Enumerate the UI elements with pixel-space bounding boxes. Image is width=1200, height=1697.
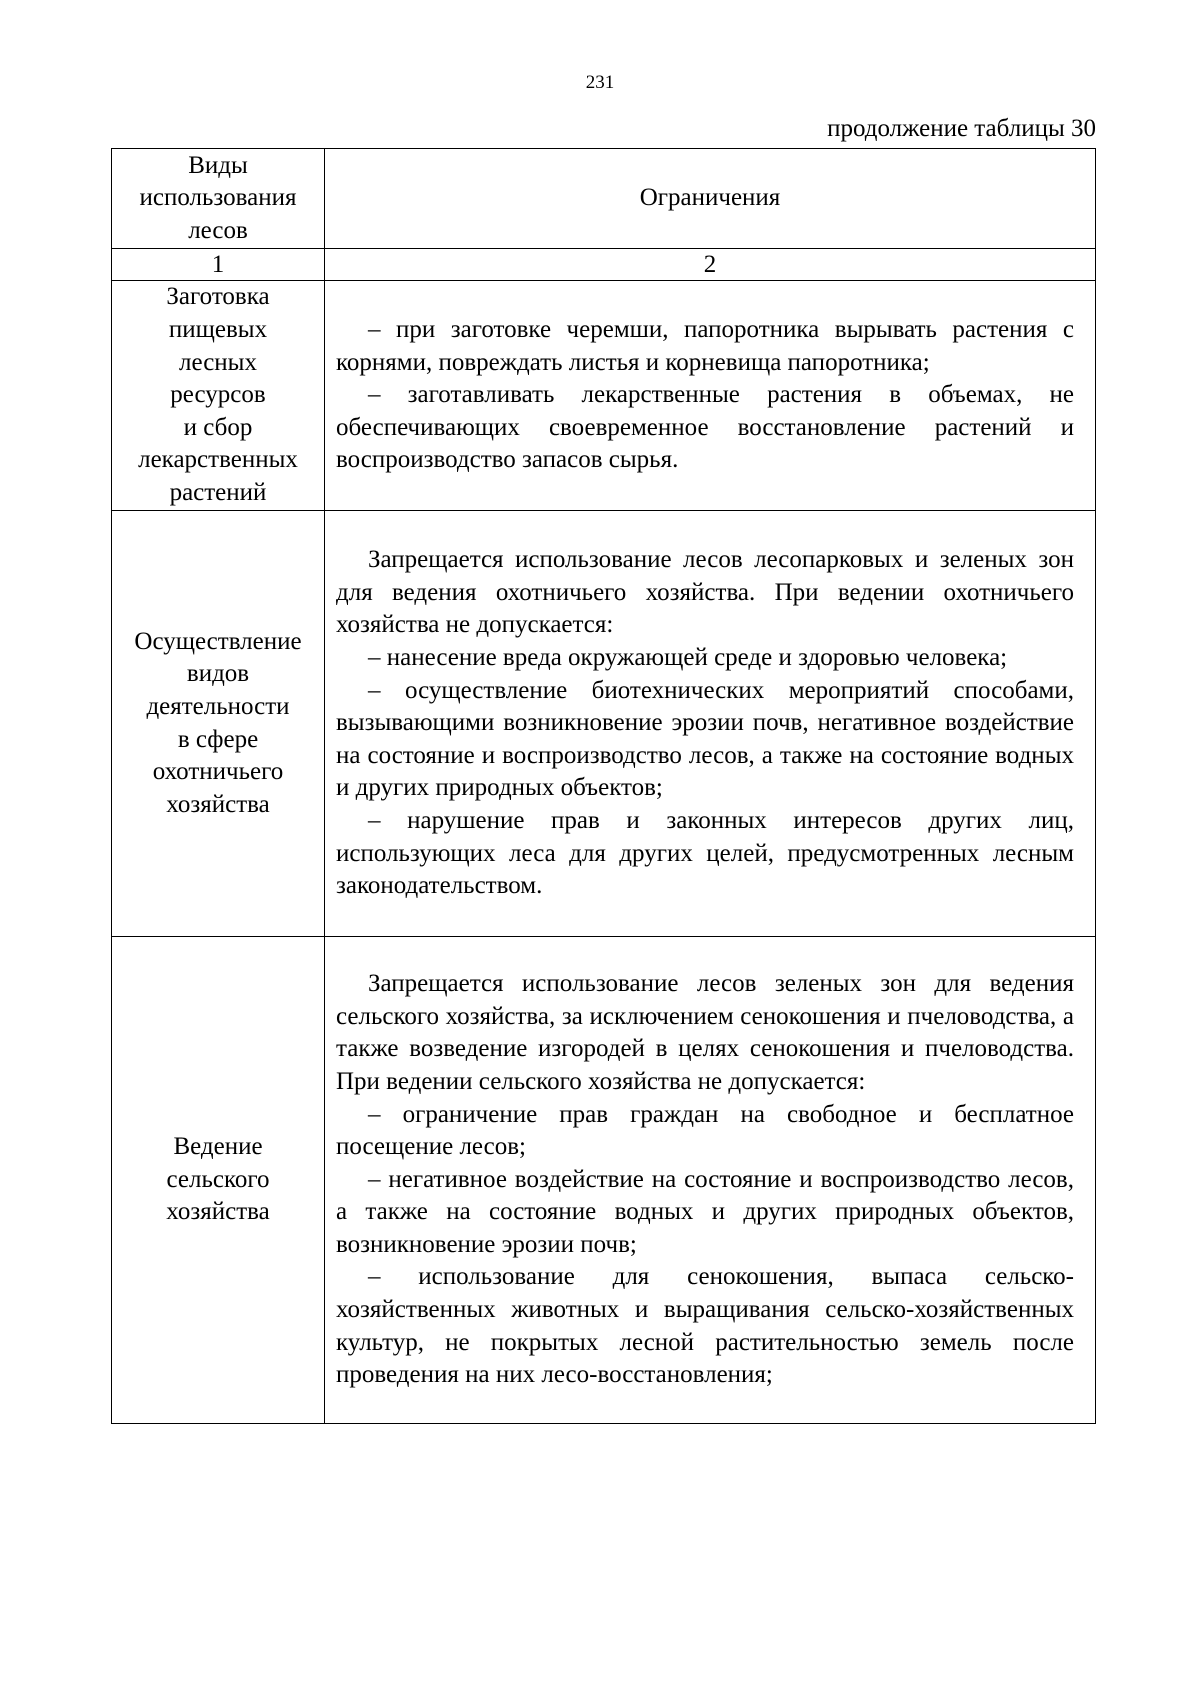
table-header-row bbox=[112, 149, 1096, 249]
restrictions-table bbox=[111, 148, 1096, 1424]
column-number: 1 bbox=[112, 249, 325, 281]
restriction-paragraph: Запрещается использование лесов зеленых зон для ведения сельского хозяйства, за исключением сенокошения и пчеловодства, а также возведение изгородей в целях сенокошения и пчеловодства. При ведении сельского хозяйства не допускается: bbox=[336, 970, 1074, 1095]
activity-line: сельского bbox=[166, 1165, 270, 1193]
column-number-row bbox=[112, 249, 1096, 281]
activity-line: хозяйства bbox=[166, 790, 270, 818]
activity-line: охотничьего bbox=[152, 758, 284, 786]
restriction-paragraph: – нанесение вреда окружающей среде и здоровью человека; bbox=[368, 644, 1008, 672]
restriction-paragraph: – осуществление биотехнических мероприятий способами, вызывающими возникновение эрозии почв, негативное воздействие на состояние и воспроизводство лесов, а также на состояние водных и других природных объектов; bbox=[336, 676, 1074, 802]
activity-line: лекарственных bbox=[138, 446, 298, 474]
activity-line: лесных bbox=[179, 348, 257, 376]
activity-line: Ведение bbox=[173, 1133, 263, 1161]
restrictions-cell bbox=[325, 937, 1096, 1424]
activity-line: Осуществление bbox=[134, 627, 302, 655]
header-line: Виды bbox=[188, 151, 248, 179]
activity-line: хозяйства bbox=[166, 1198, 270, 1226]
activity-line: в сфере bbox=[177, 725, 259, 753]
activity-line: и сбор bbox=[183, 413, 253, 441]
column-number: 2 bbox=[325, 249, 1096, 281]
restriction-paragraph: – нарушение прав и законных интересов других лиц, использующих леса для других целей, предусмотренных лесным законодательством. bbox=[336, 806, 1074, 900]
activity-cell bbox=[112, 937, 325, 1424]
activity-line: пищевых bbox=[168, 316, 268, 344]
restriction-paragraph: – при заготовке черемши, папоротника вырывать растения с корнями, повреждать листья и корневища папоротника; bbox=[336, 316, 1074, 376]
header-cell-restrictions bbox=[325, 149, 1096, 249]
table-row bbox=[112, 281, 1096, 511]
restriction-paragraph: – использование для сенокошения, выпаса сельско-хозяйственных животных и выращивания сельско-хозяйственных культур, не покрытых лесной растительностью земель после проведения на них лесо-восстановления; bbox=[336, 1263, 1074, 1389]
page-number: 231 bbox=[585, 72, 615, 93]
table-row bbox=[112, 511, 1096, 937]
restriction-paragraph: Запрещается использование лесов лесопарковых и зеленых зон для ведения охотничьего хозяйства. При ведении охотничьего хозяйства не допускается: bbox=[336, 546, 1074, 639]
activity-line: Заготовка bbox=[166, 283, 270, 311]
restriction-paragraph: – негативное воздействие на состояние и воспроизводство лесов, а также на состояние водных и других природных объектов, возникновение эрозии почв; bbox=[336, 1165, 1074, 1258]
restriction-paragraph: – заготавливать лекарственные растения в объемах, не обеспечивающих своевременное восстановление растений и воспроизводство запасов сырья. bbox=[336, 381, 1074, 474]
restriction-paragraph: – ограничение прав граждан на свободное и бесплатное посещение лесов; bbox=[336, 1100, 1074, 1161]
header-line: лесов bbox=[188, 216, 248, 244]
activity-line: деятельности bbox=[146, 692, 290, 720]
restrictions-cell bbox=[325, 281, 1096, 511]
activity-cell bbox=[112, 281, 325, 511]
header-restrictions-label: Ограничения bbox=[639, 184, 781, 212]
activity-line: ресурсов bbox=[170, 381, 266, 409]
header-line: использования bbox=[139, 184, 297, 212]
activity-line: растений bbox=[169, 478, 267, 506]
table-continuation-label: продолжение таблицы 30 bbox=[827, 115, 1096, 142]
table-row bbox=[112, 937, 1096, 1424]
activity-line: видов bbox=[186, 660, 250, 688]
restrictions-cell bbox=[325, 511, 1096, 937]
activity-cell bbox=[112, 511, 325, 937]
header-cell-usage-types bbox=[112, 149, 325, 249]
